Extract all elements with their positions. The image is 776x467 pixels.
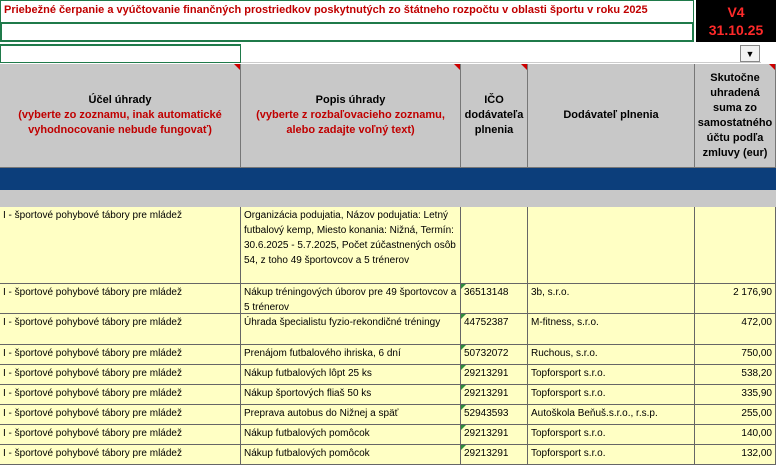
header-dodavatel [528,64,695,168]
error-indicator-icon [461,345,466,350]
cell-dodavatel[interactable]: 3b, s.r.o. [528,284,695,314]
header-dodavatel-label: Dodávateľ plnenia [563,109,659,121]
cell-suma[interactable]: 335,90 [695,385,776,405]
section-spacer [0,190,776,207]
table-row [0,207,776,284]
error-indicator-icon [461,365,466,370]
dropdown-select[interactable] [241,44,761,63]
header-suma [695,64,776,168]
cell-ucel[interactable]: I - športové pohybové tábory pre mládež [0,207,241,284]
comment-marker-icon [769,64,775,70]
cell-popis[interactable]: Preprava autobus do Nižnej a späť [241,405,461,425]
header-popis-note: (vyberte z rozbaľovacieho zoznamu, alebo zadajte voľný text) [256,109,445,136]
cell-ucel[interactable]: I - športové pohybové tábory pre mládež [0,425,241,445]
header-ucel-note: (vyberte zo zoznamu, inak automatické vyhodnocovanie nebude fungovať) [18,109,222,136]
cell-ucel[interactable]: I - športové pohybové tábory pre mládež [0,385,241,405]
header-ico [461,64,528,168]
cell-popis[interactable]: Organizácia podujatia, Názov podujatia: Letný futbalový kemp, Miesto konania: Nižná, Termín: 30.6.2025 - 5.7.2025, Počet zúčastnených osôb 54, z toho 49 športovcov a 5 trénerov [241,207,461,284]
cell-popis[interactable]: Úhrada špecialistu fyzio-rekondičné tréningy [241,314,461,345]
cell-ico[interactable]: 29213291 [461,365,528,385]
error-indicator-icon [461,385,466,390]
header-ucel [0,64,241,168]
sheet-title: Priebežné čerpanie a vyúčtovanie finančných prostriedkov poskytnutých zo štátneho rozpočtu v oblasti športu v roku 2025 [0,0,694,22]
cell-dodavatel[interactable]: Autoškola Beňuš.s.r.o., r.s.p. [528,405,695,425]
secondary-input[interactable] [0,44,241,63]
cell-suma[interactable] [695,207,776,284]
header-suma-label: Skutočne uhradená suma zo samostatného účtu podľa zmluvy (eur) [697,71,773,159]
table-row [0,425,776,445]
chevron-down-icon[interactable]: ▼ [740,45,760,62]
cell-ico[interactable]: 29213291 [461,445,528,465]
cell-ico[interactable]: 52943593 [461,405,528,425]
cell-suma[interactable]: 140,00 [695,425,776,445]
cell-popis[interactable]: Nákup futbalových lôpt 25 ks [241,365,461,385]
cell-dodavatel[interactable]: M-fitness, s.r.o. [528,314,695,345]
cell-popis[interactable]: Prenájom futbalového ihriska, 6 dní [241,345,461,365]
cell-suma[interactable]: 472,00 [695,314,776,345]
cell-suma[interactable]: 132,00 [695,445,776,465]
error-indicator-icon [461,445,466,450]
table-row [0,365,776,385]
cell-dodavatel[interactable]: Topforsport s.r.o. [528,365,695,385]
cell-suma[interactable]: 750,00 [695,345,776,365]
cell-dodavatel[interactable] [528,207,695,284]
cell-dodavatel[interactable]: Topforsport s.r.o. [528,425,695,445]
version-label: V4 [727,4,745,20]
cell-suma[interactable]: 255,00 [695,405,776,425]
header-popis [241,64,461,168]
cell-ico[interactable]: 44752387 [461,314,528,345]
cell-ico[interactable]: 36513148 [461,284,528,314]
cell-ico[interactable]: 29213291 [461,385,528,405]
table-row [0,405,776,425]
cell-ucel[interactable]: I - športové pohybové tábory pre mládež [0,405,241,425]
cell-ico[interactable]: 29213291 [461,425,528,445]
cell-popis[interactable]: Nákup športových fliaš 50 ks [241,385,461,405]
cell-popis[interactable]: Nákup futbalových pomôcok [241,445,461,465]
table-row [0,314,776,345]
version-date: 31.10.25 [708,22,764,38]
comment-marker-icon [234,64,240,70]
error-indicator-icon [461,314,466,319]
error-indicator-icon [461,405,466,410]
header-ucel-title: Účel úhrady [88,94,152,106]
error-indicator-icon [461,284,466,289]
version-box [696,0,776,42]
cell-ucel[interactable]: I - športové pohybové tábory pre mládež [0,314,241,345]
table-row [0,445,776,465]
comment-marker-icon [521,64,527,70]
recipient-input[interactable] [0,22,694,42]
cell-suma[interactable]: 538,20 [695,365,776,385]
cell-dodavatel[interactable]: Topforsport s.r.o. [528,385,695,405]
cell-ico[interactable] [461,207,528,284]
cell-popis[interactable]: Nákup futbalových pomôcok [241,425,461,445]
cell-ico[interactable]: 50732072 [461,345,528,365]
cell-dodavatel[interactable]: Ruchous, s.r.o. [528,345,695,365]
table-row [0,284,776,314]
cell-ucel[interactable]: I - športové pohybové tábory pre mládež [0,365,241,385]
header-ico-label: IČO dodávateľa plnenia [464,94,524,136]
cell-ucel[interactable]: I - športové pohybové tábory pre mládež [0,284,241,314]
cell-popis[interactable]: Nákup tréningových úborov pre 49 športovcov a 5 trénerov [241,284,461,314]
cell-suma[interactable]: 2 176,90 [695,284,776,314]
cell-ucel[interactable]: I - športové pohybové tábory pre mládež [0,345,241,365]
table-row [0,345,776,365]
cell-ucel[interactable]: I - športové pohybové tábory pre mládež [0,445,241,465]
cell-dodavatel[interactable]: Topforsport s.r.o. [528,445,695,465]
header-popis-title: Popis úhrady [315,94,386,106]
section-divider [0,168,776,190]
table-row [0,385,776,405]
comment-marker-icon [454,64,460,70]
error-indicator-icon [461,425,466,430]
